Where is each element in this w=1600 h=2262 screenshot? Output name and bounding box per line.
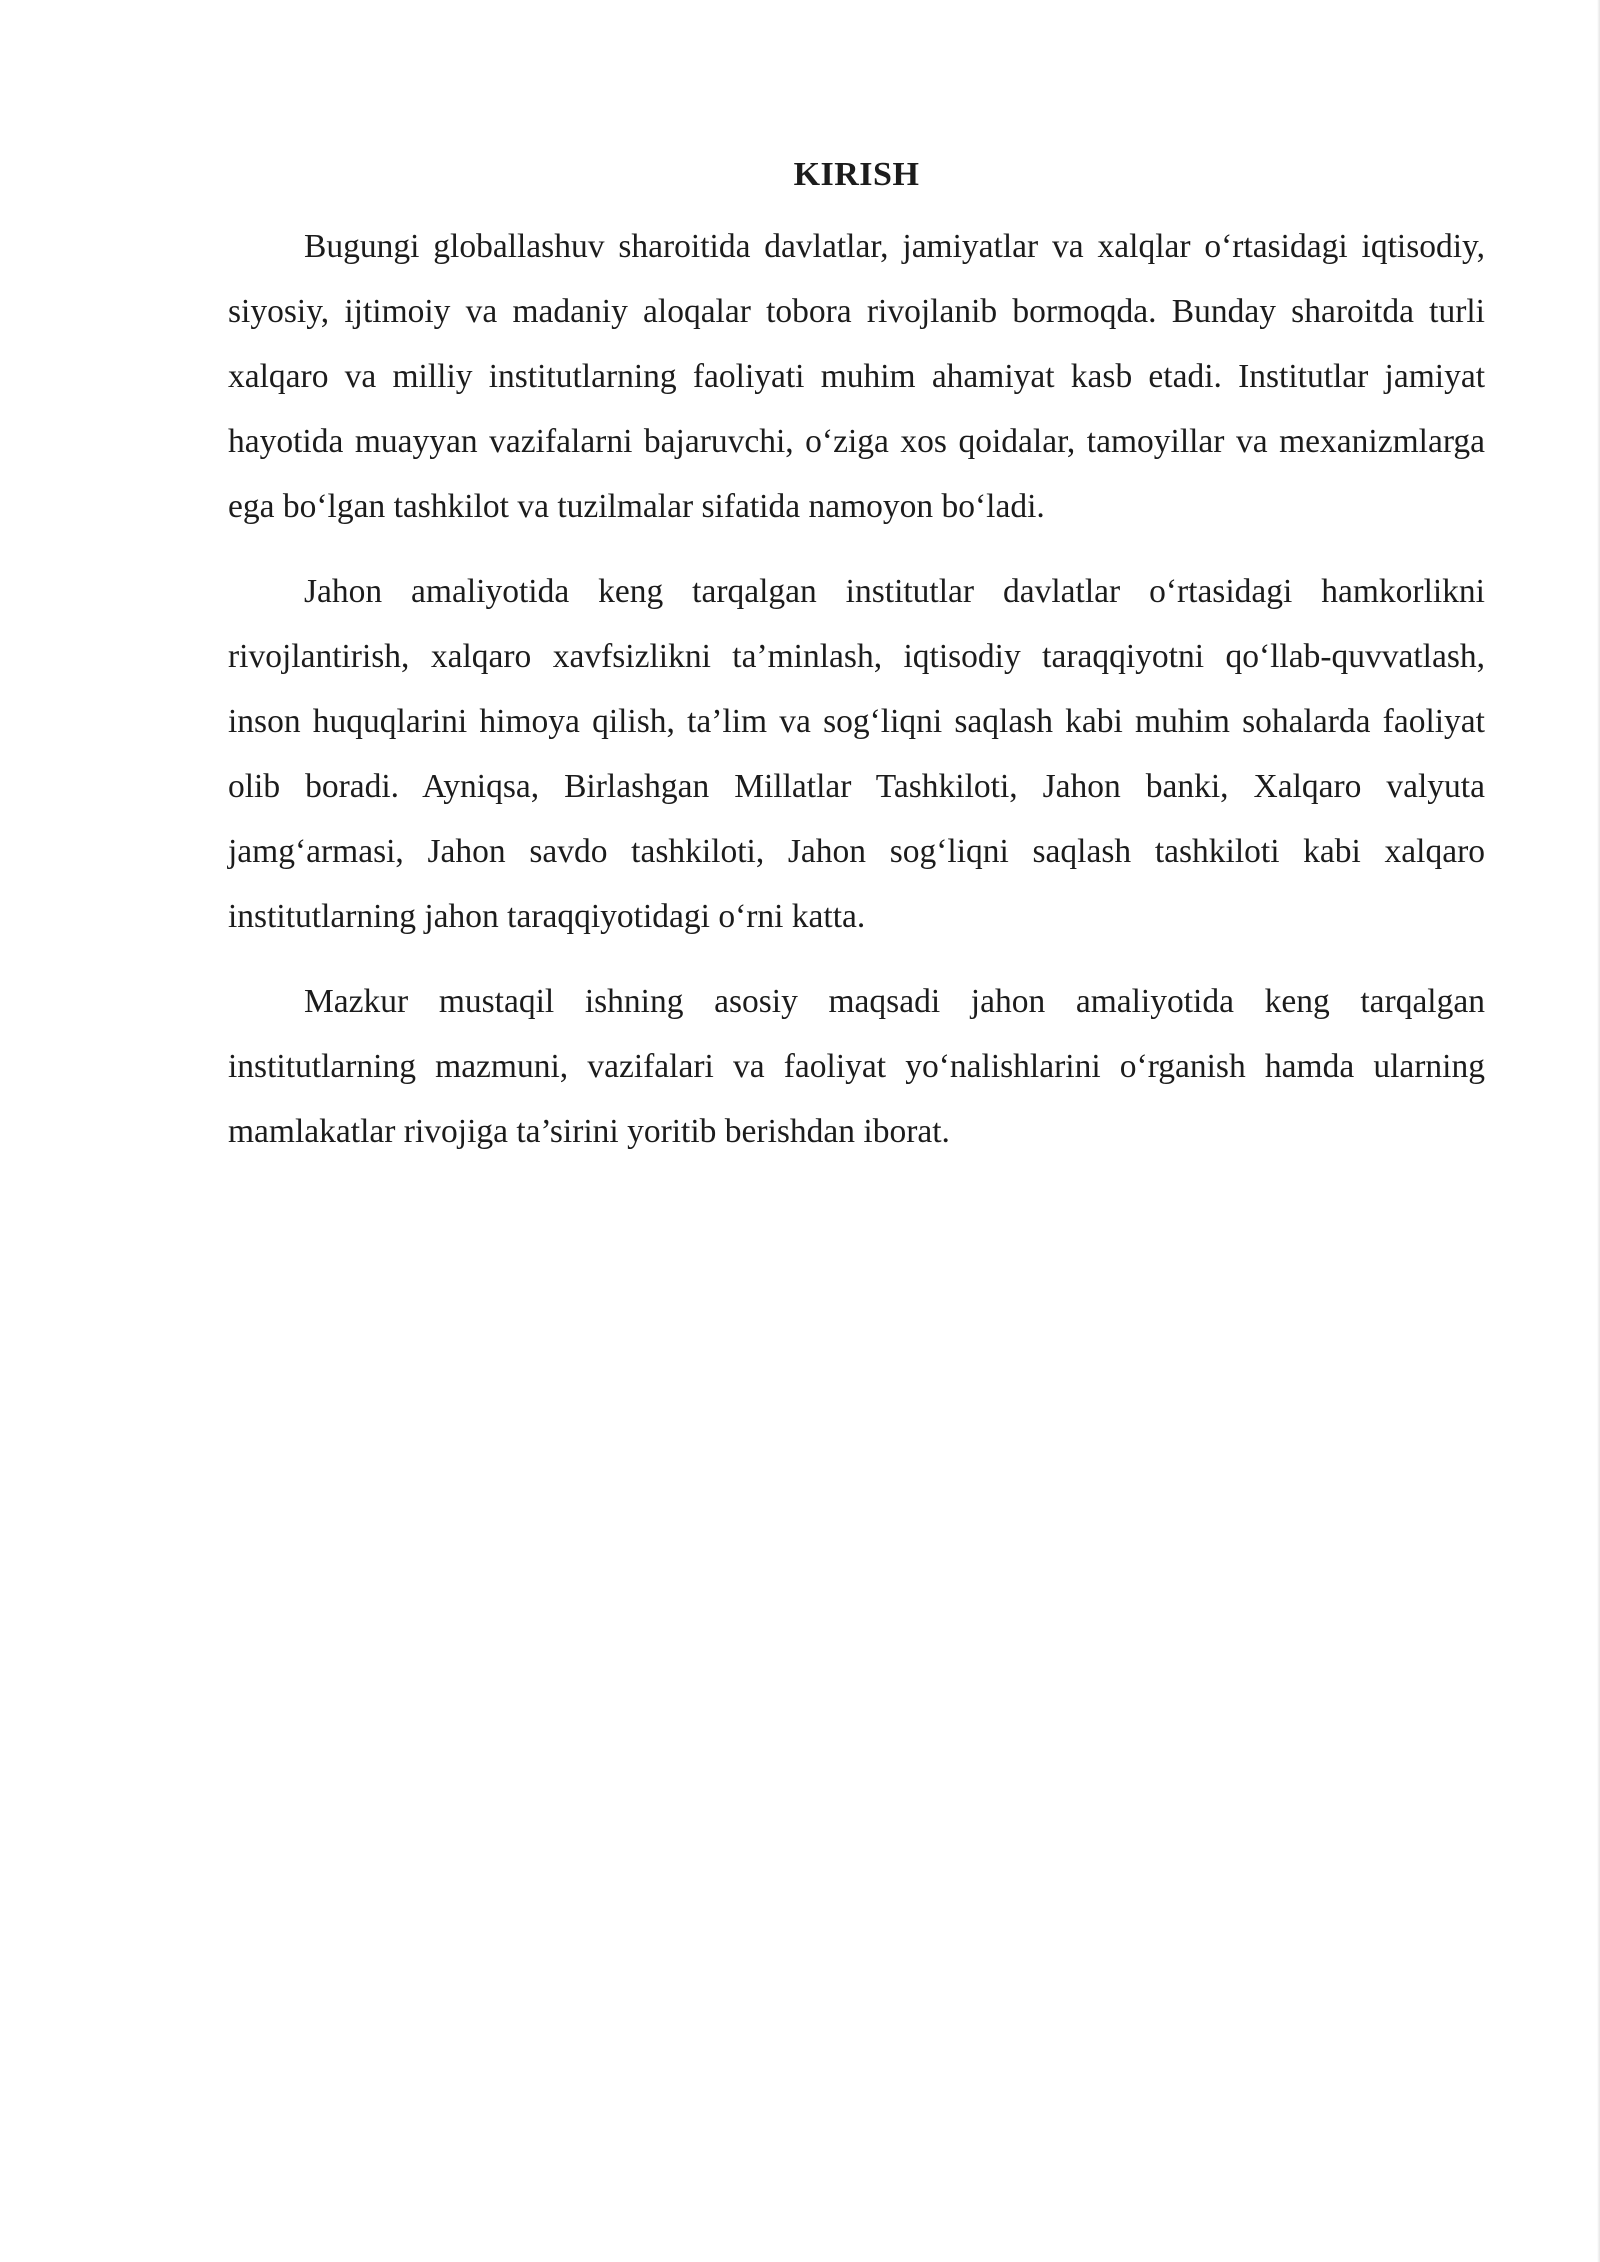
paragraph-3: Mazkur mustaqil ishning asosiy maqsadi jahon amaliyotida keng tarqalgan institutlarning mazmuni, vazifalari va faoliyat yo‘nalishlarini o‘rganish hamda ularning mamlakatlar rivojiga ta’sirini yoritib berishdan iborat. [228,983,1485,1150]
paragraph-1: Bugungi globallashuv sharoitida davlatlar, jamiyatlar va xalqlar o‘rtasidagi iqtisodiy, siyosiy, ijtimoiy va madaniy aloqalar tobora rivojlanib bormoqda. Bunday sharoitda turli xalqaro va milliy institutlarning faoliyati muhim ahamiyat kasb etadi. Institutlar jamiyat hayotida muayyan vazifalarni bajaruvchi, o‘ziga xos qoidalar, tamoyillar va mexanizmlarga ega bo‘lgan tashkilot va tuzilmalar sifatida namoyon bo‘ladi. [228,228,1485,525]
section-heading: KIRISH [793,156,920,193]
paragraph-2: Jahon amaliyotida keng tarqalgan institutlar davlatlar o‘rtasidagi hamkorlikni rivojlantirish, xalqaro xavfsizlikni ta’minlash, iqtisodiy taraqqiyotni qo‘llab-quvvatlash, inson huquqlarini himoya qilish, ta’lim va sog‘liqni saqlash kabi muhim sohalarda faoliyat olib boradi. Ayniqsa, Birlashgan Millatlar Tashkiloti, Jahon banki, Xalqaro valyuta jamg‘armasi, Jahon savdo tashkiloti, Jahon sog‘liqni saqlash tashkiloti kabi xalqaro institutlarning jahon taraqqiyotidagi o‘rni katta. [228,573,1485,935]
